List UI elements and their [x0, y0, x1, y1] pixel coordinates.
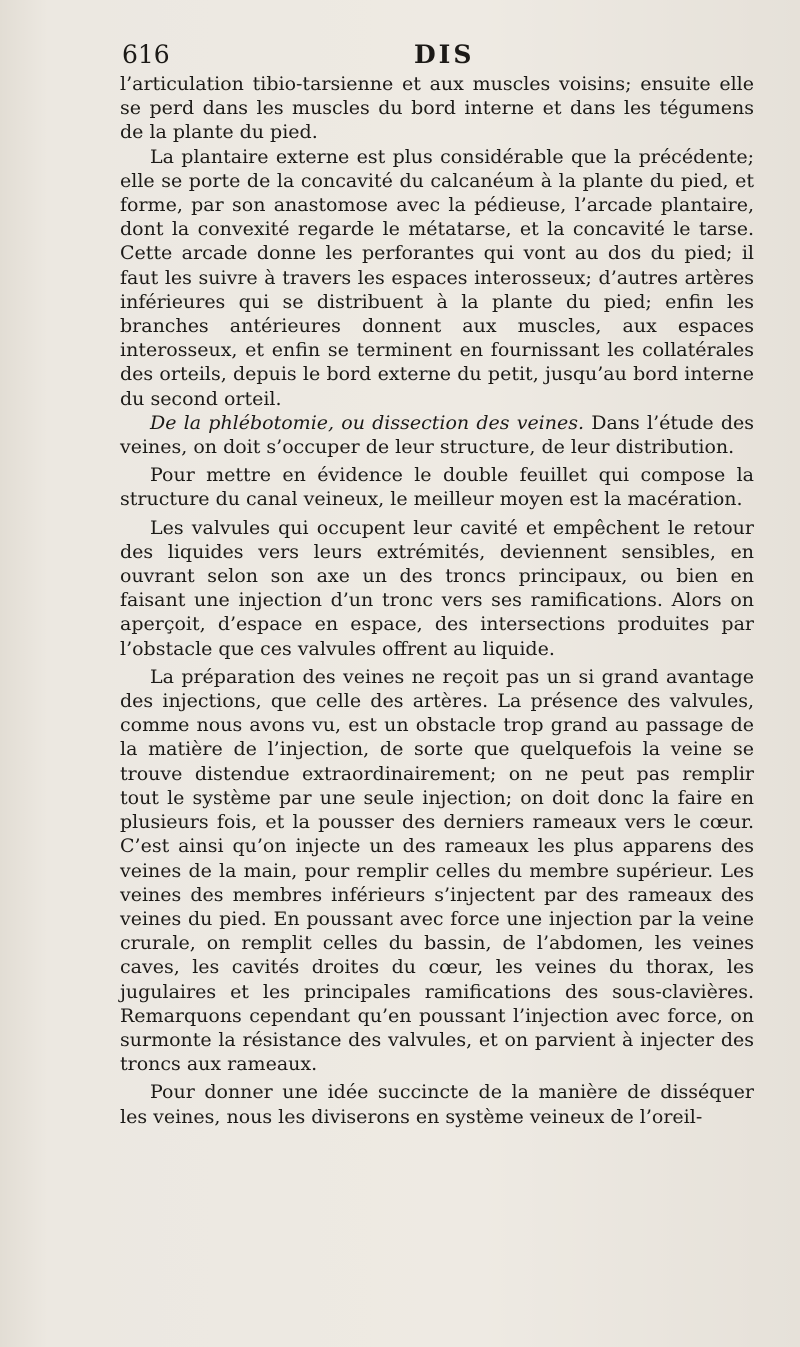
page-header	[122, 38, 754, 72]
paragraph-continuation: l’articulation tibio-tarsienne et aux muscles voisins; ensuite elle se perd dans les muscles du bord interne et dans les tégumens de la plante du pied.	[120, 73, 754, 144]
section-heading-italic: De la phlébotomie, ou dissection des veines.	[150, 411, 585, 434]
paragraph-phlebotomie	[120, 411, 754, 459]
paragraph-preparation: La préparation des veines ne reçoit pas un si grand avantage des injections, que celle des artères. La présence des valvules, comme nous avons vu, est un obstacle trop grand au passage de la matière de l’injection, de sorte que quelquefois la veine se trouve distendue extraordinairement; on ne peut pas remplir tout le système par une seule injection; on doit donc la faire en plusieurs fois, et la pousser des derniers rameaux vers le cœur. C’est ainsi qu’on injecte un des rameaux les plus apparens des veines de la main, pour remplir celles du membre supérieur. Les veines des membres inférieurs s’injectent par des rameaux des veines du pied. En poussant avec force une injection par la veine crurale, on remplit celles du bassin, de l’abdomen, les veines caves, les cavités droites du cœur, les veines du thorax, les jugulaires et les principales ramifications des sous-clavières. Remarquons cependant qu’en poussant l’injection avec force, on surmonte la résistance des valvules, et on parvient à injecter des troncs aux rameaux.	[120, 665, 754, 1076]
paragraph-valvules: Les valvules qui occupent leur cavité et empêchent le retour des liquides vers leurs extrémités, deviennent sensibles, en ouvrant selon son axe un des troncs principaux, ou bien en faisant une injection d’un tronc vers ses ramifications. Alors on aperçoit, d’espace en espace, des intersections produites par l’obstacle que ces valvules offrent au liquide.	[120, 516, 754, 660]
paragraph-maceration: Pour mettre en évidence le double feuillet qui compose la structure du canal veineux, le meilleur moyen est la macération.	[120, 464, 754, 511]
body-text	[120, 72, 754, 1129]
running-title: DIS	[414, 40, 475, 69]
paragraph-dissection: Pour donner une idée succincte de la manière de disséquer les veines, nous les diviserons en système veineux de l’oreil-	[120, 1081, 754, 1128]
paragraph-plantaire-externe: La plantaire externe est plus considérable que la précédente; elle se porte de la concavité du calcanéum à la plante du pied, et forme, par son anastomose avec la pédieuse, l’arcade plantaire, dont la convexité regarde le métatarse, et la concavité le tarse. Cette arcade donne les perforantes qui vont au dos du pied; il faut les suivre à travers les espaces interosseux; d’autres artères inférieures qui se distribuent à la plante du pied; enfin les branches antérieures donnent aux muscles, aux espaces interosseux, et enfin se terminent en fournissant les collatérales des orteils, depuis le bord externe du petit, jusqu’au bord interne du second orteil.	[120, 145, 754, 410]
paragraph-phlebotomie-text: Dans l’étude des veines, on doit s’occuper de leur structure, de leur distribution.	[120, 411, 754, 459]
page-number: 616	[122, 40, 170, 69]
